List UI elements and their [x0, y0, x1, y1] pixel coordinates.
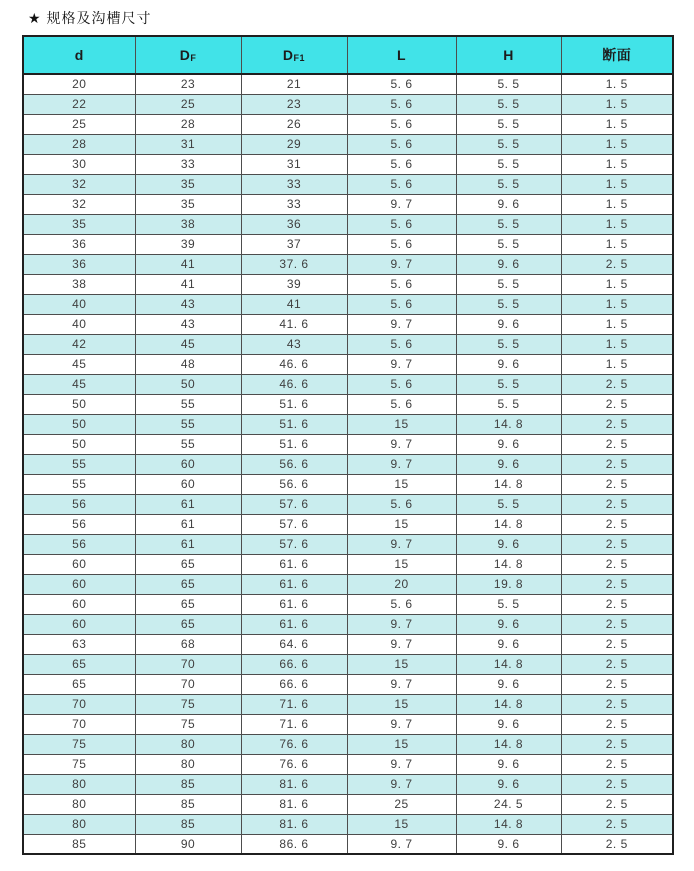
table-cell: 36 — [23, 234, 135, 254]
table-cell: 5. 5 — [456, 94, 561, 114]
table-cell: 86. 6 — [241, 834, 347, 854]
table-cell: 28 — [23, 134, 135, 154]
table-cell: 5. 5 — [456, 294, 561, 314]
table-cell: 21 — [241, 74, 347, 94]
table-row — [23, 614, 673, 634]
table-cell: 9. 6 — [456, 614, 561, 634]
table-cell: 2. 5 — [561, 834, 673, 854]
table-cell: 1. 5 — [561, 234, 673, 254]
table-cell: 43 — [135, 314, 241, 334]
table-cell: 9. 6 — [456, 774, 561, 794]
table-cell: 9. 7 — [347, 674, 456, 694]
table-cell: 37. 6 — [241, 254, 347, 274]
table-cell: 61 — [135, 534, 241, 554]
table-row — [23, 334, 673, 354]
table-cell: 71. 6 — [241, 714, 347, 734]
table-cell: 2. 5 — [561, 454, 673, 474]
table-row — [23, 394, 673, 414]
table-cell: 70 — [23, 694, 135, 714]
table-cell: 23 — [135, 74, 241, 94]
table-cell: 1. 5 — [561, 214, 673, 234]
table-cell: 65 — [135, 554, 241, 574]
table-cell: 41. 6 — [241, 314, 347, 334]
table-cell: 75 — [135, 694, 241, 714]
table-cell: 5. 6 — [347, 594, 456, 614]
table-cell: 15 — [347, 514, 456, 534]
table-cell: 1. 5 — [561, 94, 673, 114]
table-cell: 75 — [23, 754, 135, 774]
table-cell: 5. 6 — [347, 294, 456, 314]
table-cell: 39 — [135, 234, 241, 254]
table-cell: 32 — [23, 174, 135, 194]
table-cell: 65 — [23, 654, 135, 674]
table-cell: 2. 5 — [561, 774, 673, 794]
table-cell: 61 — [135, 494, 241, 514]
table-cell: 14. 8 — [456, 554, 561, 574]
table-cell: 5. 6 — [347, 374, 456, 394]
table-cell: 32 — [23, 194, 135, 214]
table-cell: 55 — [135, 434, 241, 454]
table-cell: 29 — [241, 134, 347, 154]
table-cell: 5. 5 — [456, 234, 561, 254]
table-cell: 9. 6 — [456, 314, 561, 334]
table-cell: 65 — [23, 674, 135, 694]
table-cell: 2. 5 — [561, 374, 673, 394]
table-cell: 5. 6 — [347, 154, 456, 174]
table-cell: 36 — [23, 254, 135, 274]
table-cell: 33 — [241, 194, 347, 214]
table-cell: 80 — [23, 794, 135, 814]
table-cell: 56. 6 — [241, 474, 347, 494]
column-header-section: 断面 — [561, 36, 673, 74]
table-row — [23, 174, 673, 194]
table-row — [23, 434, 673, 454]
table-cell: 43 — [135, 294, 241, 314]
table-cell: 20 — [23, 74, 135, 94]
column-header-l: L — [347, 36, 456, 74]
table-cell: 23 — [241, 94, 347, 114]
table-cell: 50 — [23, 394, 135, 414]
table-cell: 9. 7 — [347, 194, 456, 214]
table-cell: 5. 5 — [456, 594, 561, 614]
table-cell: 57. 6 — [241, 514, 347, 534]
table-row — [23, 414, 673, 434]
table-cell: 9. 6 — [456, 434, 561, 454]
table-cell: 33 — [241, 174, 347, 194]
table-cell: 81. 6 — [241, 814, 347, 834]
table-cell: 60 — [135, 454, 241, 474]
table-cell: 9. 7 — [347, 634, 456, 654]
table-row — [23, 454, 673, 474]
table-cell: 1. 5 — [561, 354, 673, 374]
table-row — [23, 214, 673, 234]
table-cell: 2. 5 — [561, 254, 673, 274]
table-row — [23, 134, 673, 154]
table-cell: 9. 6 — [456, 754, 561, 774]
table-cell: 56 — [23, 494, 135, 514]
table-cell: 76. 6 — [241, 734, 347, 754]
table-cell: 60 — [23, 554, 135, 574]
table-cell: 35 — [135, 194, 241, 214]
table-cell: 5. 6 — [347, 334, 456, 354]
table-cell: 75 — [135, 714, 241, 734]
table-cell: 71. 6 — [241, 694, 347, 714]
table-cell: 81. 6 — [241, 774, 347, 794]
table-cell: 1. 5 — [561, 314, 673, 334]
column-header-df1: $D_{F1}$ — [241, 36, 347, 74]
table-cell: 56 — [23, 514, 135, 534]
table-cell: 5. 5 — [456, 374, 561, 394]
spec-dimensions-table — [22, 35, 674, 855]
table-cell: 2. 5 — [561, 574, 673, 594]
table-cell: 38 — [135, 214, 241, 234]
table-cell: 43 — [241, 334, 347, 354]
table-cell: 5. 5 — [456, 334, 561, 354]
table-cell: 9. 6 — [456, 634, 561, 654]
table-cell: 1. 5 — [561, 74, 673, 94]
table-cell: 9. 6 — [456, 674, 561, 694]
table-cell: 5. 5 — [456, 134, 561, 154]
table-cell: 5. 6 — [347, 74, 456, 94]
table-row — [23, 294, 673, 314]
table-cell: 5. 5 — [456, 74, 561, 94]
table-row — [23, 514, 673, 534]
table-cell: 1. 5 — [561, 194, 673, 214]
table-cell: 15 — [347, 474, 456, 494]
table-cell: 5. 5 — [456, 394, 561, 414]
table-cell: 1. 5 — [561, 134, 673, 154]
table-cell: 9. 7 — [347, 834, 456, 854]
table-cell: 26 — [241, 114, 347, 134]
table-cell: 55 — [23, 454, 135, 474]
table-row — [23, 474, 673, 494]
table-cell: 15 — [347, 654, 456, 674]
table-cell: 45 — [23, 354, 135, 374]
table-cell: 9. 7 — [347, 774, 456, 794]
table-cell: 61. 6 — [241, 554, 347, 574]
table-cell: 2. 5 — [561, 514, 673, 534]
table-cell: 9. 6 — [456, 534, 561, 554]
table-cell: 1. 5 — [561, 114, 673, 134]
table-cell: 63 — [23, 634, 135, 654]
table-cell: 5. 6 — [347, 214, 456, 234]
table-row — [23, 814, 673, 834]
table-cell: 56 — [23, 534, 135, 554]
table-row — [23, 314, 673, 334]
table-cell: 14. 8 — [456, 414, 561, 434]
table-cell: 70 — [23, 714, 135, 734]
table-cell: 1. 5 — [561, 154, 673, 174]
table-row — [23, 114, 673, 134]
table-cell: 66. 6 — [241, 654, 347, 674]
column-header-d: d — [23, 36, 135, 74]
table-cell: 68 — [135, 634, 241, 654]
table-cell: 31 — [241, 154, 347, 174]
table-cell: 65 — [135, 574, 241, 594]
table-cell: 64. 6 — [241, 634, 347, 654]
table-cell: 9. 6 — [456, 354, 561, 374]
table-cell: 5. 6 — [347, 234, 456, 254]
table-cell: 9. 7 — [347, 714, 456, 734]
table-cell: 33 — [135, 154, 241, 174]
table-cell: 80 — [23, 774, 135, 794]
table-cell: 2. 5 — [561, 794, 673, 814]
table-cell: 57. 6 — [241, 534, 347, 554]
table-cell: 2. 5 — [561, 694, 673, 714]
table-header-row — [23, 36, 673, 74]
table-row — [23, 634, 673, 654]
table-cell: 66. 6 — [241, 674, 347, 694]
table-row — [23, 654, 673, 674]
table-cell: 2. 5 — [561, 634, 673, 654]
table-cell: 9. 7 — [347, 434, 456, 454]
table-cell: 35 — [135, 174, 241, 194]
table-cell: 65 — [135, 614, 241, 634]
table-cell: 42 — [23, 334, 135, 354]
table-cell: 61. 6 — [241, 594, 347, 614]
table-cell: 19. 8 — [456, 574, 561, 594]
table-cell: 37 — [241, 234, 347, 254]
table-cell: 9. 7 — [347, 534, 456, 554]
table-cell: 9. 6 — [456, 834, 561, 854]
table-cell: 61. 6 — [241, 574, 347, 594]
table-row — [23, 834, 673, 854]
table-cell: 2. 5 — [561, 814, 673, 834]
table-row — [23, 194, 673, 214]
table-cell: 9. 7 — [347, 454, 456, 474]
table-cell: 9. 7 — [347, 754, 456, 774]
table-cell: 85 — [135, 794, 241, 814]
table-row — [23, 674, 673, 694]
table-cell: 5. 6 — [347, 274, 456, 294]
table-cell: 5. 5 — [456, 214, 561, 234]
table-cell: 1. 5 — [561, 174, 673, 194]
table-cell: 51. 6 — [241, 414, 347, 434]
table-cell: 25 — [23, 114, 135, 134]
table-cell: 76. 6 — [241, 754, 347, 774]
table-cell: 2. 5 — [561, 474, 673, 494]
table-cell: 90 — [135, 834, 241, 854]
table-cell: 40 — [23, 294, 135, 314]
table-cell: 5. 6 — [347, 94, 456, 114]
table-row — [23, 234, 673, 254]
table-cell: 15 — [347, 734, 456, 754]
table-cell: 15 — [347, 814, 456, 834]
table-cell: 9. 6 — [456, 714, 561, 734]
table-row — [23, 154, 673, 174]
table-cell: 61. 6 — [241, 614, 347, 634]
page-title: ★ 规格及沟槽尺寸 — [28, 10, 152, 26]
table-cell: 2. 5 — [561, 534, 673, 554]
table-header — [23, 36, 673, 74]
table-row — [23, 794, 673, 814]
table-cell: 50 — [23, 414, 135, 434]
table-cell: 35 — [23, 214, 135, 234]
table-cell: 2. 5 — [561, 714, 673, 734]
table-cell: 2. 5 — [561, 674, 673, 694]
table-row — [23, 354, 673, 374]
table-cell: 1. 5 — [561, 334, 673, 354]
table-cell: 5. 5 — [456, 274, 561, 294]
table-cell: 1. 5 — [561, 274, 673, 294]
table-cell: 2. 5 — [561, 734, 673, 754]
table-cell: 48 — [135, 354, 241, 374]
table-cell: 5. 6 — [347, 394, 456, 414]
table-cell: 9. 6 — [456, 454, 561, 474]
table-cell: 61 — [135, 514, 241, 534]
table-cell: 5. 5 — [456, 174, 561, 194]
table-cell: 80 — [23, 814, 135, 834]
table-cell: 70 — [135, 654, 241, 674]
table-cell: 20 — [347, 574, 456, 594]
table-cell: 85 — [23, 834, 135, 854]
table-cell: 2. 5 — [561, 494, 673, 514]
table-cell: 41 — [135, 254, 241, 274]
table-cell: 75 — [23, 734, 135, 754]
column-header-h: H — [456, 36, 561, 74]
table-row — [23, 734, 673, 754]
table-cell: 60 — [135, 474, 241, 494]
table-cell: 65 — [135, 594, 241, 614]
table-cell: 36 — [241, 214, 347, 234]
table-cell: 51. 6 — [241, 394, 347, 414]
table-cell: 14. 8 — [456, 654, 561, 674]
table-cell: 39 — [241, 274, 347, 294]
table-row — [23, 494, 673, 514]
table-cell: 25 — [135, 94, 241, 114]
table-cell: 24. 5 — [456, 794, 561, 814]
table-cell: 14. 8 — [456, 734, 561, 754]
table-row — [23, 534, 673, 554]
table-cell: 41 — [135, 274, 241, 294]
table-cell: 9. 6 — [456, 194, 561, 214]
table-cell: 56. 6 — [241, 454, 347, 474]
table-cell: 45 — [135, 334, 241, 354]
table-cell: 80 — [135, 734, 241, 754]
table-row — [23, 374, 673, 394]
table-cell: 2. 5 — [561, 594, 673, 614]
table-cell: 46. 6 — [241, 354, 347, 374]
table-cell: 9. 7 — [347, 314, 456, 334]
table-cell: 2. 5 — [561, 754, 673, 774]
table-cell: 15 — [347, 694, 456, 714]
table-cell: 2. 5 — [561, 554, 673, 574]
table-cell: 30 — [23, 154, 135, 174]
table-cell: 28 — [135, 114, 241, 134]
table-cell: 40 — [23, 314, 135, 334]
table-cell: 60 — [23, 594, 135, 614]
table-cell: 14. 8 — [456, 694, 561, 714]
table-cell: 57. 6 — [241, 494, 347, 514]
table-cell: 2. 5 — [561, 394, 673, 414]
table-row — [23, 594, 673, 614]
table-cell: 85 — [135, 774, 241, 794]
table-cell: 55 — [135, 414, 241, 434]
table-cell: 55 — [23, 474, 135, 494]
table-cell: 85 — [135, 814, 241, 834]
table-row — [23, 254, 673, 274]
table-cell: 14. 8 — [456, 474, 561, 494]
table-cell: 70 — [135, 674, 241, 694]
table-cell: 15 — [347, 554, 456, 574]
table-cell: 60 — [23, 614, 135, 634]
table-row — [23, 774, 673, 794]
table-cell: 9. 7 — [347, 254, 456, 274]
table-cell: 15 — [347, 414, 456, 434]
table-cell: 2. 5 — [561, 654, 673, 674]
table-cell: 9. 7 — [347, 614, 456, 634]
table-row — [23, 714, 673, 734]
table-row — [23, 574, 673, 594]
table-cell: 22 — [23, 94, 135, 114]
table-cell: 2. 5 — [561, 434, 673, 454]
table-cell: 50 — [23, 434, 135, 454]
table-cell: 5. 6 — [347, 114, 456, 134]
table-cell: 1. 5 — [561, 294, 673, 314]
table-body — [23, 74, 673, 854]
table-cell: 5. 5 — [456, 114, 561, 134]
table-cell: 60 — [23, 574, 135, 594]
table-row — [23, 754, 673, 774]
table-row — [23, 554, 673, 574]
table-cell: 9. 7 — [347, 354, 456, 374]
table-cell: 14. 8 — [456, 814, 561, 834]
table-cell: 9. 6 — [456, 254, 561, 274]
table-cell: 41 — [241, 294, 347, 314]
table-cell: 2. 5 — [561, 414, 673, 434]
table-cell: 55 — [135, 394, 241, 414]
table-cell: 45 — [23, 374, 135, 394]
table-row — [23, 694, 673, 714]
column-header-df: $D_F$ — [135, 36, 241, 74]
table-cell: 38 — [23, 274, 135, 294]
table-cell: 50 — [135, 374, 241, 394]
table-cell: 31 — [135, 134, 241, 154]
table-cell: 25 — [347, 794, 456, 814]
table-cell: 5. 6 — [347, 494, 456, 514]
table-row — [23, 74, 673, 94]
table-cell: 51. 6 — [241, 434, 347, 454]
table-cell: 14. 8 — [456, 514, 561, 534]
table-cell: 2. 5 — [561, 614, 673, 634]
table-row — [23, 94, 673, 114]
table-cell: 5. 6 — [347, 174, 456, 194]
table-cell: 81. 6 — [241, 794, 347, 814]
table-row — [23, 274, 673, 294]
table-cell: 5. 6 — [347, 134, 456, 154]
table-cell: 80 — [135, 754, 241, 774]
table-cell: 46. 6 — [241, 374, 347, 394]
table-cell: 5. 5 — [456, 494, 561, 514]
table-cell: 5. 5 — [456, 154, 561, 174]
